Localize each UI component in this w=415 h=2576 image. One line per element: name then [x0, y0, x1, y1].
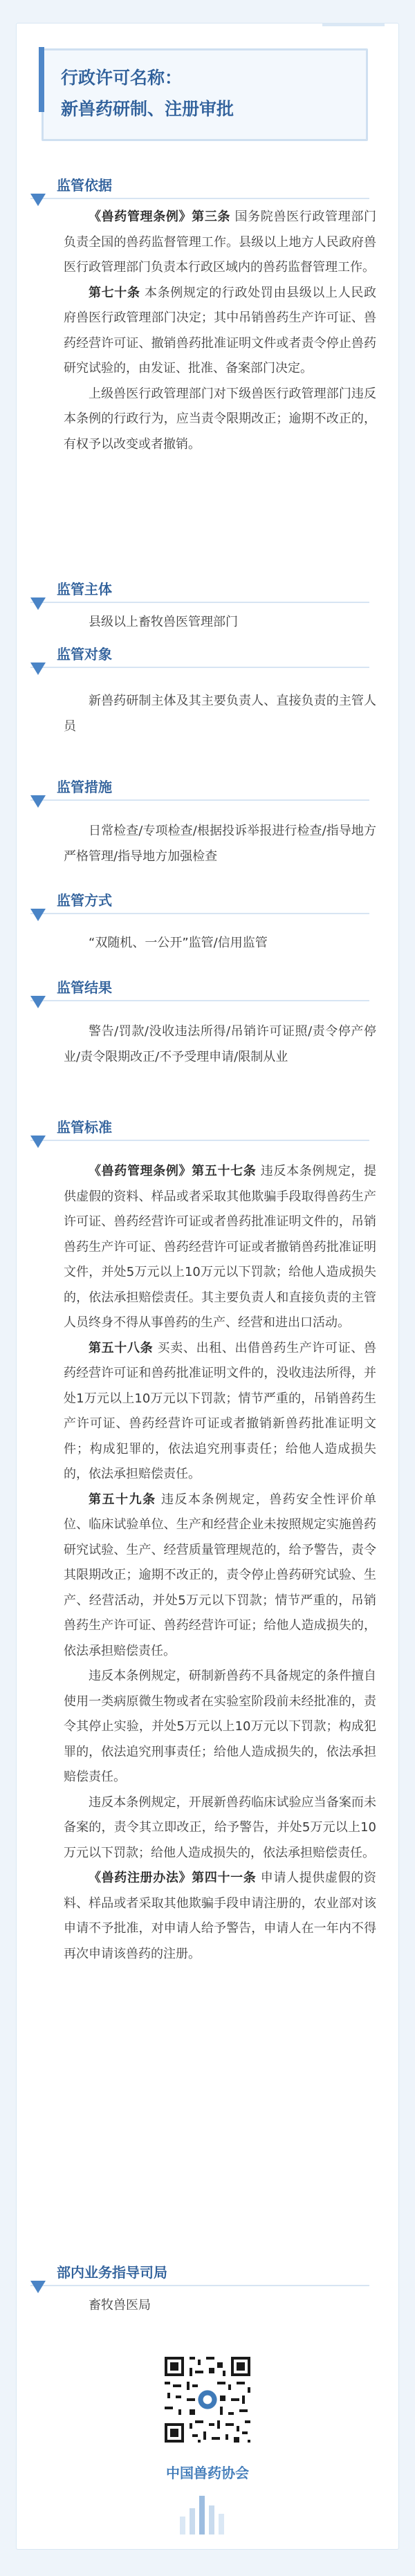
paragraph: 《兽药管理条例》第五十七条 违反本条例规定，提供虚假的资料、样品或者采取其他欺骗手段取得兽药生产许可证、兽药经营许可证或者兽药批准证明文件的，吊销兽药生产许可证、兽药经营许可证或者撤销兽药批准证明文件，并处5万元以上10万元以下罚款；给他人造成损失的，依法承担赔偿责任。其主要负责人和直接负责的主管人员终身不得从事兽药的生产、经营和进出口活动。: [64, 1164, 376, 1330]
paragraph: 新兽药研制主体及其主要负责人、直接负责的主管人员: [64, 694, 376, 734]
triangle-icon: [30, 909, 46, 921]
paragraph: 县级以上畜牧兽医管理部门: [89, 615, 238, 629]
section-body-standards: [64, 1159, 376, 1967]
section-heading-standards: 监管标准: [30, 1116, 369, 1141]
paragraph: 《兽药管理条例》第三条 国务院兽医行政管理部门负责全国的兽药监督管理工作。县级以上地方人民政府兽医行政管理部门负责本行政区域内的兽药监督管理工作。: [64, 210, 376, 275]
triangle-icon: [30, 194, 46, 206]
paragraph: 上级兽医行政管理部门对下级兽医行政管理部门违反本条例的行政行为，应当责令限期改正；逾期不改正的，有权予以改变或者撤销。: [64, 386, 376, 452]
qr-code-icon: [162, 2354, 253, 2445]
triangle-icon: [30, 795, 46, 808]
paragraph: 《兽药注册办法》第四十一条 申请人提供虚假的资料、样品或者采取其他欺骗手段申请注册的，农业部对该申请不予批准，对申请人给予警告，申请人在一年内不得再次申请该兽药的注册。: [64, 1871, 376, 1961]
triangle-icon: [30, 1136, 46, 1148]
footer-bars-decoration: [180, 2496, 235, 2535]
title-line2: 新兽药研制、注册审批: [61, 99, 234, 119]
section-heading-object: 监管对象: [30, 643, 369, 668]
triangle-icon: [30, 662, 46, 675]
section-heading-results: 监管结果: [30, 976, 369, 1001]
page-title: [61, 62, 344, 124]
triangle-icon: [30, 597, 46, 610]
section-body-basis: [64, 205, 376, 457]
title-line1: 行政许可名称：: [61, 68, 183, 88]
corner-decoration: [322, 24, 385, 30]
section-body-department: [64, 2293, 376, 2319]
paragraph: 第七十条 本条例规定的行政处罚由县级以上人民政府兽医行政管理部门决定；其中吊销兽药生产许可证、兽药经营许可证、撤销兽药批准证明文件或者责令停止兽药研究试验的，由发证、批准、备案部门决定。: [64, 285, 376, 376]
paragraph: 警告/罚款/没收违法所得/吊销许可证照/责令停产停业/责令限期改正/不予受理申请/限制从业: [64, 1024, 376, 1064]
section-heading-measures: 监管措施: [30, 776, 369, 801]
triangle-icon: [30, 996, 46, 1008]
section-body-methods: [64, 931, 376, 956]
section-body-object: [64, 689, 376, 739]
paragraph: 违反本条例规定，研制新兽药不具备规定的条件擅自使用一类病原微生物或者在实验室阶段前未经批准的，责令其停止实验，并处5万元以上10万元以下罚款；构成犯罪的，依法追究刑事责任；给他人造成损失的，依法承担赔偿责任。: [64, 1669, 376, 1784]
organization-name: 中国兽药协会: [166, 2465, 249, 2481]
section-heading-methods: 监管方式: [30, 889, 369, 914]
paragraph: 第五十八条 买卖、出租、出借兽药生产许可证、兽药经营许可证和兽药批准证明文件的，没收违法所得，并处1万元以上10万元以下罚款；情节严重的，吊销兽药生产许可证、兽药经营许可证或者撤销新兽药批准证明文件；构成犯罪的，依法追究刑事责任；给他人造成损失的，依法承担赔偿责任。: [64, 1340, 376, 1481]
section-body-subject: [64, 610, 376, 636]
paragraph: 畜牧兽医局: [89, 2298, 151, 2313]
section-heading-subject: 监管主体: [30, 578, 369, 603]
section-body-measures: [64, 819, 376, 869]
triangle-icon: [30, 2281, 46, 2293]
paragraph: 违反本条例规定，开展新兽药临床试验应当备案而未备案的，责令其立即改正，给予警告，并处5万元以上10万元以下罚款；给他人造成损失的，依法承担赔偿责任。: [64, 1795, 376, 1860]
paragraph: 第五十九条 违反本条例规定，兽药安全性评价单位、临床试验单位、生产和经营企业未按照规定实施兽药研究试验、生产、经营质量管理规范的，给予警告，责令其限期改正；逾期不改正的，责令停止兽药研究试验、生产、经营活动，并处5万元以下罚款；情节严重的，吊销兽药生产许可证、兽药经营许可证；给他人造成损失的，依法承担赔偿责任。: [64, 1492, 376, 1658]
section-heading-department: 部内业务指导司局: [30, 2261, 369, 2286]
title-accent-bar: [39, 47, 44, 112]
section-body-results: [64, 1019, 376, 1070]
paragraph: “双随机、一公开”监管/信用监管: [89, 936, 268, 950]
section-heading-basis: 监管依据: [30, 174, 369, 199]
content-card: [17, 24, 398, 2549]
paragraph: 日常检查/专项检查/根据投诉举报进行检查/指导地方严格管理/指导地方加强检查: [64, 824, 376, 864]
